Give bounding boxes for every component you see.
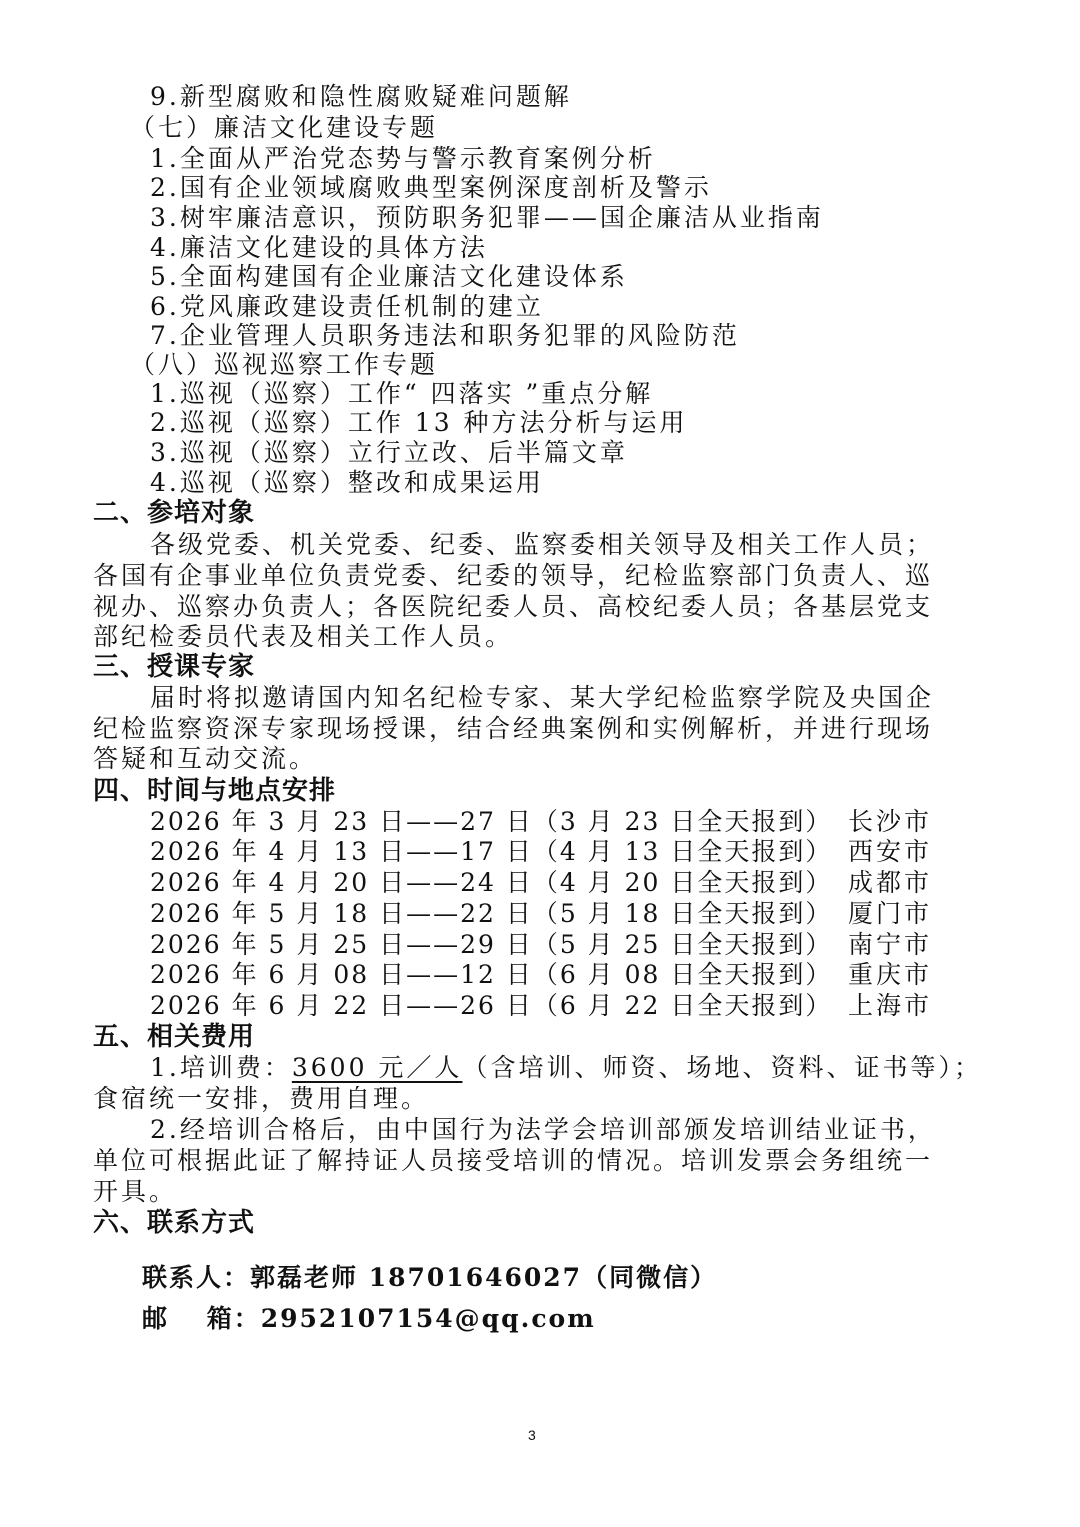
contact-email-line bbox=[142, 1304, 596, 1334]
section7-item: 7.企业管理人员职务违法和职务犯罪的风险防范 bbox=[150, 321, 740, 350]
section7-item: 5.全面构建国有企业廉洁文化建设体系 bbox=[150, 262, 628, 291]
fee-label: 1.培训费： bbox=[150, 1053, 292, 1082]
section7-item: 2.国有企业领域腐败典型案例深度剖析及警示 bbox=[150, 173, 712, 202]
contact-email-label: 邮 箱： bbox=[142, 1304, 261, 1333]
schedule-dates: 2026 年 4 月 20 日——24 日（4 月 20 日全天报到） bbox=[150, 868, 833, 897]
schedule-city: 成都市 bbox=[848, 868, 933, 897]
section8-item: 4.巡视（巡察）整改和成果运用 bbox=[150, 468, 544, 497]
schedule-dates: 2026 年 6 月 22 日——26 日（6 月 22 日全天报到） bbox=[150, 991, 833, 1020]
schedule-dates: 2026 年 6 月 08 日——12 日（6 月 08 日全天报到） bbox=[150, 960, 833, 989]
schedule-dates: 2026 年 5 月 25 日——29 日（5 月 25 日全天报到） bbox=[150, 930, 833, 959]
schedule-dates: 2026 年 4 月 13 日——17 日（4 月 13 日全天报到） bbox=[150, 837, 833, 866]
section8-item: 2.巡视（巡察）工作 13 种方法分析与运用 bbox=[150, 408, 688, 437]
fees-text: 开具。 bbox=[93, 1177, 178, 1206]
participants-text: 各级党委、机关党委、纪委、监察委相关领导及相关工作人员； bbox=[150, 530, 935, 559]
fees-text: 2.经培训合格后，由中国行为法学会培训部颁发培训结业证书， bbox=[150, 1115, 936, 1144]
schedule-city: 重庆市 bbox=[848, 960, 933, 989]
schedule-dates: 2026 年 3 月 23 日——27 日（3 月 23 日全天报到） bbox=[150, 807, 833, 836]
section7-item: 4.廉洁文化建设的具体方法 bbox=[150, 233, 488, 262]
fee-note: （含培训、师资、场地、资料、证书等）； bbox=[462, 1053, 982, 1082]
contact-email[interactable]: 2952107154@qq.com bbox=[260, 1304, 596, 1333]
participants-text: 部纪检委员代表及相关工作人员。 bbox=[93, 622, 514, 651]
contact-person-label: 联系人： bbox=[142, 1263, 251, 1292]
section7-item: 1.全面从严治党态势与警示教育案例分析 bbox=[150, 144, 656, 173]
schedule-city: 南宁市 bbox=[848, 930, 933, 959]
experts-text: 答疑和互动交流。 bbox=[93, 744, 318, 773]
schedule-city: 西安市 bbox=[848, 837, 933, 866]
contact-person-line bbox=[142, 1263, 717, 1293]
experts-text: 纪检监察资深专家现场授课，结合经典案例和实例解析，并进行现场 bbox=[93, 714, 934, 743]
section7-item: 3.树牢廉洁意识，预防职务犯罪——国企廉洁从业指南 bbox=[150, 203, 824, 232]
participants-text: 各国有企事业单位负责党委、纪委的领导，纪检监察部门负责人、巡 bbox=[93, 561, 934, 590]
fees-text: 单位可根据此证了解持证人员接受培训的情况。培训发票会务组统一 bbox=[93, 1146, 934, 1175]
section8-item: 3.巡视（巡察）立行立改、后半篇文章 bbox=[150, 438, 628, 467]
fees-item-1 bbox=[150, 1053, 982, 1083]
fees-heading: 五、相关费用 bbox=[93, 1022, 256, 1052]
experts-text: 届时将拟邀请国内知名纪检专家、某大学纪检监察学院及央国企 bbox=[150, 683, 935, 712]
section7-item: 6.党风廉政建设责任机制的建立 bbox=[150, 292, 544, 321]
page-number: 3 bbox=[528, 1427, 536, 1443]
fees-text: 食宿统一安排，费用自理。 bbox=[93, 1084, 430, 1113]
participants-text: 视办、巡察办负责人；各医院纪委人员、高校纪委人员；各基层党支 bbox=[93, 592, 934, 621]
schedule-city: 厦门市 bbox=[848, 899, 933, 928]
fee-amount: 3600 元／人 bbox=[291, 1053, 463, 1082]
schedule-city: 长沙市 bbox=[848, 807, 933, 836]
schedule-dates: 2026 年 5 月 18 日——22 日（5 月 18 日全天报到） bbox=[150, 899, 833, 928]
participants-heading: 二、参培对象 bbox=[93, 498, 256, 528]
schedule-city: 上海市 bbox=[848, 991, 933, 1020]
section8-item: 1.巡视（巡察）工作“ 四落实 ”重点分解 bbox=[150, 379, 654, 408]
section8-title: （八）巡视巡察工作专题 bbox=[130, 350, 439, 379]
section7-title: （七）廉洁文化建设专题 bbox=[130, 113, 439, 142]
contact-person: 郭磊老师 18701646027（同微信） bbox=[250, 1263, 718, 1292]
schedule-heading: 四、时间与地点安排 bbox=[93, 776, 337, 806]
contact-heading: 六、联系方式 bbox=[93, 1208, 256, 1238]
section7-item-9: 9.新型腐败和隐性腐败疑难问题解 bbox=[150, 82, 572, 111]
experts-heading: 三、授课专家 bbox=[93, 652, 256, 682]
